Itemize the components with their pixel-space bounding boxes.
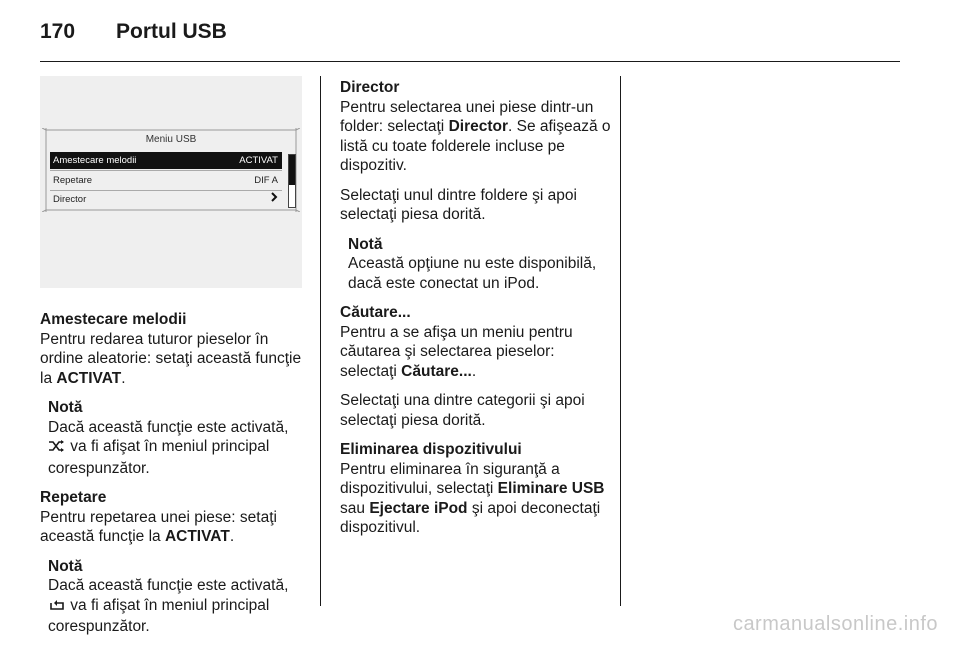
folder-text-2: Selectaţi unul dintre foldere şi apoi selectaţi piesa dorită.: [340, 186, 577, 223]
note-shuffle: [48, 398, 310, 478]
chevron-right-icon: [270, 191, 278, 208]
menu-item-value: ACTIVAT: [239, 155, 278, 166]
note-folder: [348, 235, 612, 294]
shuffle-icon: [48, 439, 66, 459]
search-text: Pentru a se afişa un meniu pentru căutarea şi selectarea pieselor: selectaţi: [340, 323, 573, 380]
note-heading: Notă: [348, 235, 383, 253]
left-column: [40, 310, 310, 647]
search-text-bold: Căutare...: [401, 362, 472, 380]
section-heading-search: Căutare...: [340, 304, 411, 321]
note-heading: Notă: [48, 557, 83, 575]
folder-text-bold: Director: [448, 118, 508, 135]
note-text: Dacă această funcţie este activată,: [48, 418, 289, 436]
note-text-cont: va fi afişat în meniul principal corespunzător.: [48, 596, 270, 635]
remove-text: Pentru eliminarea în siguranţă a dispozitivului, selectaţi: [340, 460, 560, 497]
folder-text-end: . Se afişează o listă cu toate folderele incluse pe dispozitiv.: [340, 118, 611, 174]
watermark: carmanualsonline.info: [732, 613, 938, 635]
menu-item-label: Director: [53, 194, 87, 205]
scrollbar-thumb[interactable]: [289, 155, 295, 185]
note-text-cont: va fi afişat în meniul principal corespunzător.: [48, 438, 270, 477]
repeat-text: Pentru repetarea unei piese: setaţi această funcţie la: [40, 508, 277, 545]
page-title: Portul USB: [116, 20, 227, 43]
menu-item-shuffle[interactable]: [50, 152, 282, 169]
shuffle-text-end: .: [121, 369, 126, 387]
page-header: [40, 20, 227, 44]
repeat-text-bold: ACTIVAT: [164, 528, 230, 545]
remove-bold-usb: Eliminare USB: [497, 480, 605, 497]
note-heading: Notă: [48, 399, 83, 416]
remove-text-end: şi apoi deconectaţi dispozitivul.: [340, 499, 601, 536]
menu-item-value: DIF A: [254, 175, 278, 186]
menu-divider: [50, 170, 282, 171]
section-heading-remove: Eliminarea dispozitivului: [340, 441, 522, 458]
repeat-text-end: .: [229, 528, 235, 545]
section-heading-repeat: Repetare: [40, 489, 107, 506]
remove-text-or: sau: [340, 499, 370, 517]
right-column: [340, 78, 612, 548]
folder-text: Pentru selectarea unei piese dintr-un folder: selectaţi: [340, 98, 594, 135]
remove-bold-ipod: Ejectare iPod: [369, 499, 468, 517]
note-repeat: [48, 557, 310, 637]
column-divider-right: [620, 76, 621, 606]
column-divider-left: [320, 76, 321, 606]
section-heading-shuffle: Amestecare melodii: [40, 311, 187, 328]
header-rule: [40, 61, 900, 62]
menu-item-label: Repetare: [53, 175, 93, 186]
usb-menu-figure: [40, 76, 302, 288]
note-text: Dacă această funcţie este activată,: [48, 577, 289, 594]
usb-menu-screen: [42, 128, 300, 212]
page-number: 170: [40, 20, 76, 43]
shuffle-text: Pentru redarea tuturor pieselor în ordine aleatorie: setaţi această funcţie la: [40, 330, 302, 387]
shuffle-text-bold: ACTIVAT: [56, 369, 122, 387]
menu-item-repeat[interactable]: [50, 172, 282, 189]
repeat-icon: [48, 598, 66, 618]
screen-title: Meniu USB: [145, 134, 197, 145]
note-text: Această opţiune nu este disponibilă, dacă este conectat un iPod.: [348, 255, 597, 292]
search-text-2: Selectaţi una dintre categorii şi apoi selectaţi piesa dorită.: [340, 392, 585, 429]
section-heading-folder: Director: [340, 79, 400, 96]
menu-item-folder[interactable]: [50, 191, 282, 208]
search-text-end: .: [471, 362, 477, 380]
menu-item-label: Amestecare melodii: [53, 155, 137, 166]
menu-scrollbar[interactable]: [288, 154, 296, 208]
